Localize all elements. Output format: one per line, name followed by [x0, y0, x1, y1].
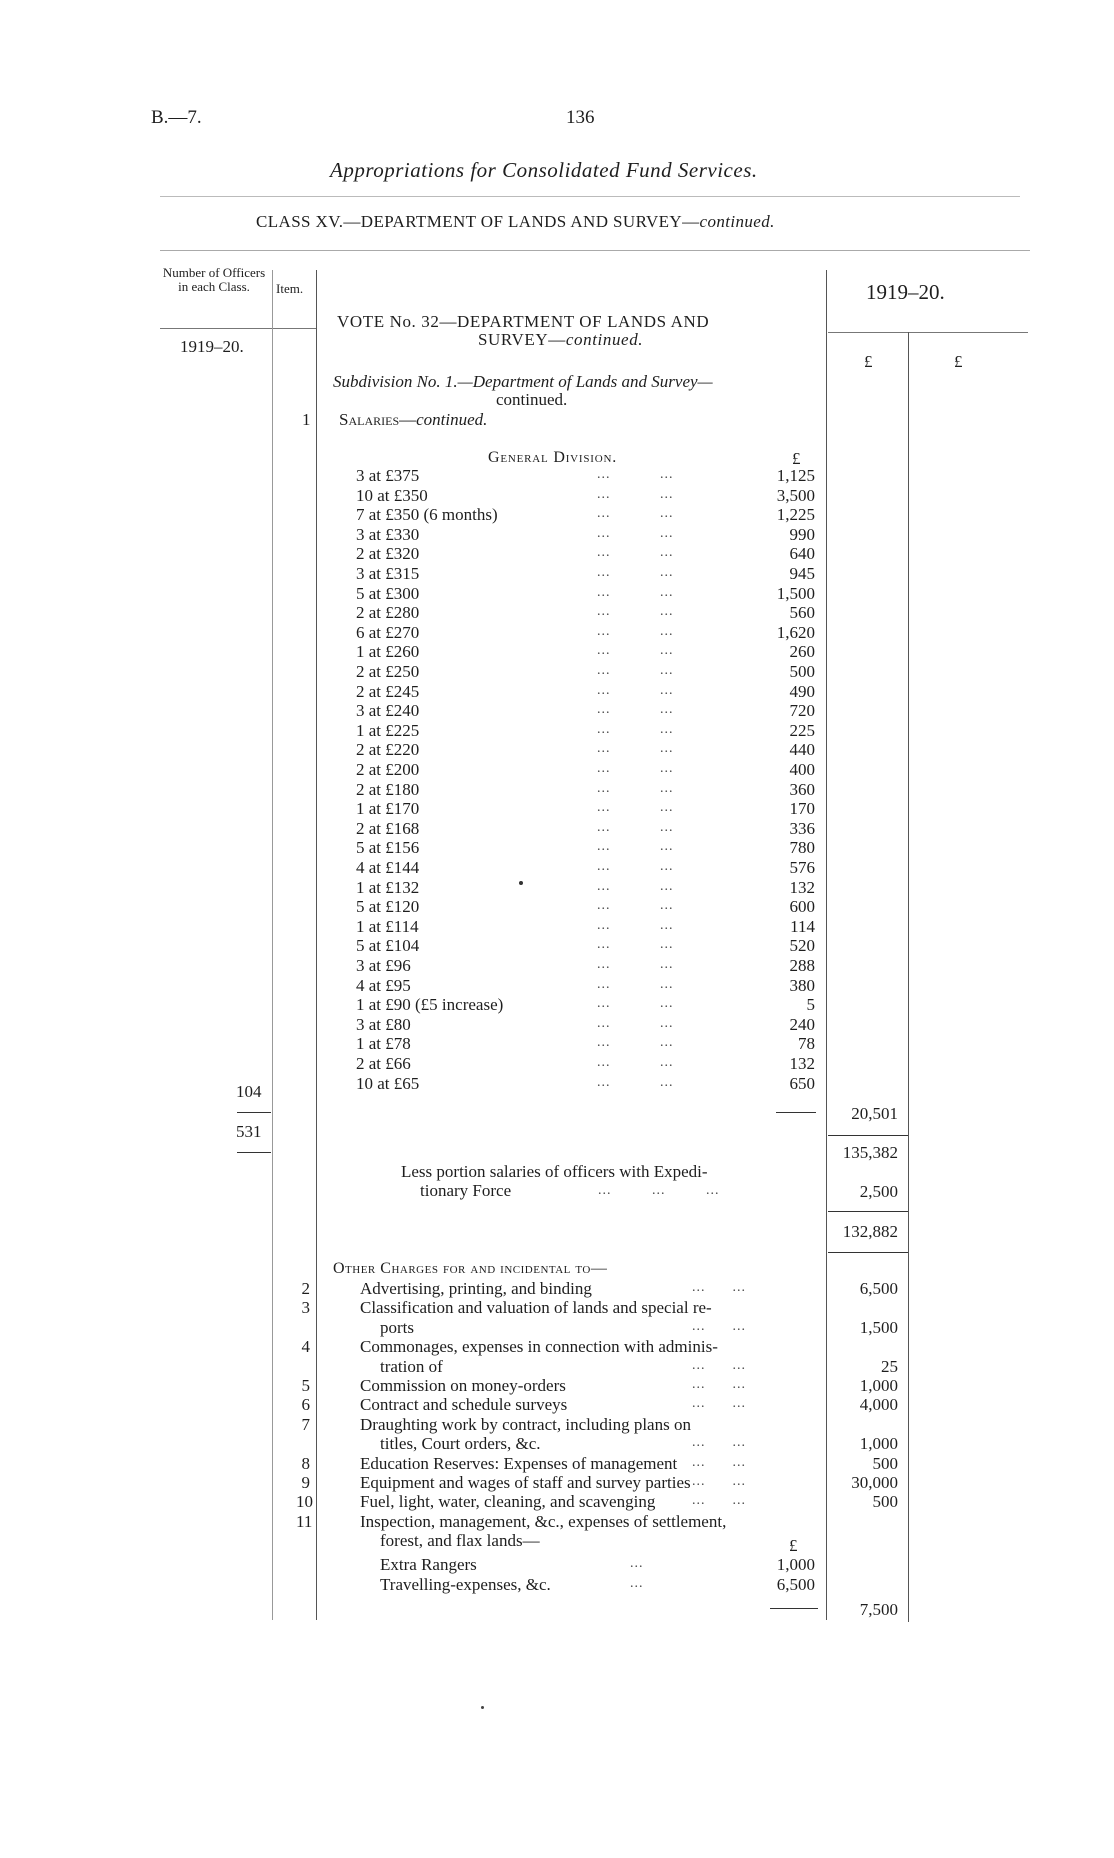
- salary-row-amount: 360: [789, 779, 815, 799]
- salary-row-amount: 600: [789, 897, 815, 917]
- salary-row-label: 5 at £104: [356, 936, 420, 956]
- salary-row-label: 3 at £240: [356, 701, 420, 721]
- salary-row-leader: ... ...: [597, 976, 674, 992]
- salary-row-amount: 170: [789, 799, 815, 819]
- other-charge-item-number: 6: [301, 1395, 310, 1415]
- salary-row-amount: 288: [789, 956, 815, 975]
- salary-row-leader: ... ...: [597, 839, 674, 855]
- salary-row-leader: ... ...: [597, 623, 674, 639]
- other-charge-item-number: 5: [301, 1376, 310, 1395]
- officers-header-rule: [160, 328, 272, 329]
- salary-row-amount: 400: [789, 760, 815, 779]
- salary-row-amount: 440: [789, 740, 815, 760]
- salary-row-label: 2 at £200: [356, 760, 420, 779]
- salary-row-amount: 560: [789, 603, 815, 623]
- other-charge-leader: ... ...: [692, 1454, 746, 1470]
- salary-row-label: 1 at £170: [356, 799, 420, 819]
- other-charge-amount: 30,000: [851, 1473, 898, 1492]
- salaries-cont: continued.: [416, 410, 488, 429]
- inspection-row-leader: ...: [630, 1575, 644, 1591]
- other-charge-label: Contract and schedule surveys: [360, 1395, 568, 1415]
- ink-speck: [519, 881, 523, 885]
- inspection-row-amount: 1,000: [776, 1555, 815, 1574]
- other-charge-leader: ... ...: [692, 1435, 746, 1451]
- other-charge-amount: 25: [881, 1356, 898, 1376]
- salary-row-amount: 1,125: [776, 466, 815, 485]
- salary-row-label: 2 at £220: [356, 740, 420, 760]
- salary-row-label: 6 at £270: [356, 622, 420, 642]
- other-charge-item-number: 8: [301, 1453, 310, 1473]
- salary-row-amount: 640: [789, 544, 815, 564]
- salary-row-amount: 520: [789, 936, 815, 956]
- vote-title-line2: [478, 330, 643, 349]
- other-charge-amount: 4,000: [859, 1395, 898, 1415]
- officers-subtotal: 104: [236, 1082, 262, 1101]
- other-charge-amount: 1,000: [859, 1376, 898, 1395]
- inspection-total: 7,500: [859, 1600, 898, 1619]
- other-charge-label: Draughting work by contract, including plans on: [360, 1414, 691, 1434]
- officers-total: 531: [236, 1122, 262, 1141]
- inspection-row-leader: ...: [630, 1556, 644, 1571]
- salary-row-amount: 990: [789, 524, 815, 544]
- item-header-rule: [272, 328, 316, 329]
- general-division-heading: General Division.: [488, 449, 618, 466]
- salary-row-leader: ... ...: [597, 878, 674, 894]
- other-charge-item-number: 10: [296, 1492, 313, 1512]
- salary-row-amount: 225: [789, 720, 815, 740]
- other-charge-leader: ... ...: [692, 1318, 746, 1334]
- salary-row-label: 2 at £168: [356, 818, 420, 838]
- other-charge-label: Classification and valuation of lands and special re-: [360, 1298, 712, 1318]
- salary-row-label: 5 at £120: [356, 897, 420, 917]
- other-charge-label: tration of: [380, 1356, 443, 1376]
- page-number: 136: [566, 107, 595, 128]
- salary-row-amount: 720: [789, 701, 815, 721]
- subtotal-rule: [828, 1135, 908, 1136]
- other-charge-item-number: 3: [301, 1298, 310, 1318]
- salary-row-leader: ... ...: [597, 604, 674, 620]
- other-charge-leader: ... ...: [692, 1493, 746, 1509]
- less-portion-leader: ... ... ...: [598, 1183, 720, 1198]
- salary-row-amount: 1,620: [776, 622, 815, 642]
- other-charges-heading: Other Charges for and incidental to—: [333, 1260, 608, 1277]
- salary-row-amount: 1,225: [776, 505, 815, 525]
- currency-symbol-b: £: [954, 352, 963, 371]
- inspection-sum-rule: [770, 1608, 818, 1609]
- salary-row-amount: 650: [789, 1073, 815, 1093]
- salaries-label: Salaries—: [339, 410, 417, 429]
- salary-row-leader: ... ...: [597, 800, 674, 816]
- item-column-header: Item.: [276, 281, 304, 296]
- salary-row-leader: ... ...: [597, 937, 674, 953]
- salary-row-leader: ... ...: [597, 467, 674, 482]
- vote-title-cont: continued.: [565, 330, 644, 349]
- salary-row-leader: ... ...: [597, 859, 674, 874]
- inspection-currency: £: [789, 1536, 798, 1555]
- salary-row-leader: ... ...: [597, 1055, 674, 1070]
- other-charge-label: Equipment and wages of staff and survey parties: [360, 1473, 691, 1492]
- salary-row-label: 2 at £245: [356, 681, 420, 701]
- salary-row-leader: ... ...: [597, 525, 674, 541]
- description-amount-divider: [826, 270, 827, 1620]
- salary-row-amount: 78: [798, 1034, 815, 1054]
- other-charge-amount: 1,500: [859, 1317, 898, 1337]
- other-charge-leader: ... ...: [692, 1357, 746, 1373]
- item-description-divider: [316, 270, 317, 1620]
- other-charge-leader: ... ...: [692, 1377, 746, 1392]
- class-heading-cont: continued.: [699, 212, 775, 231]
- less-portion-line1: Less portion salaries of officers with Expedi-: [401, 1162, 708, 1181]
- salary-row-amount: 380: [789, 975, 815, 995]
- salary-row-amount: 576: [789, 858, 815, 877]
- salaries-sum-rule: [776, 1112, 816, 1113]
- other-charge-label: forest, and flax lands—: [380, 1531, 540, 1551]
- other-charge-item-number: 4: [301, 1337, 310, 1357]
- inspection-row-label: Travelling-expenses, &c.: [380, 1574, 551, 1594]
- salaries-total: 135,382: [842, 1143, 898, 1162]
- salary-row-leader: ... ...: [597, 1035, 674, 1051]
- other-charge-leader: ... ...: [692, 1474, 746, 1489]
- salary-row-leader: ... ...: [597, 663, 674, 678]
- salary-row-amount: 3,500: [776, 485, 815, 505]
- salary-row-label: 5 at £156: [356, 838, 420, 858]
- other-charge-label: Advertising, printing, and binding: [360, 1279, 592, 1298]
- vote-title-text: SURVEY—: [478, 330, 566, 349]
- salary-row-leader: ... ...: [597, 721, 674, 737]
- salary-row-label: 2 at £180: [356, 779, 420, 799]
- other-charge-amount: 6,500: [859, 1279, 898, 1298]
- net-salaries-total: 132,882: [842, 1222, 898, 1241]
- ink-speck: [481, 1706, 484, 1709]
- page-title: Appropriations for Consolidated Fund Services.: [330, 158, 758, 182]
- officers-column-header: Number of Officers in each Class.: [162, 265, 266, 294]
- amount-columns-divider: [908, 332, 909, 1622]
- other-charge-label: Fuel, light, water, cleaning, and scavenging: [360, 1492, 656, 1512]
- salary-row-amount: 114: [790, 916, 815, 936]
- other-charge-label: titles, Court orders, &c.: [380, 1434, 541, 1454]
- salary-row-amount: 336: [789, 818, 815, 838]
- currency-symbol-a: £: [864, 352, 873, 371]
- vote-title-line1: VOTE No. 32—DEPARTMENT OF LANDS AND: [337, 312, 710, 331]
- class-heading-text: CLASS XV.—DEPARTMENT OF LANDS AND SURVEY—: [256, 212, 700, 231]
- salary-row-label: 3 at £330: [356, 524, 420, 544]
- salary-row-leader: ... ...: [597, 643, 674, 659]
- salary-row-amount: 132: [789, 877, 815, 897]
- subdivision-line1: Subdivision No. 1.—Department of Lands and Survey—: [333, 372, 713, 391]
- salary-row-label: 5 at £300: [356, 583, 420, 603]
- other-charge-leader: ... ...: [692, 1396, 746, 1412]
- less-portion-amount: 2,500: [859, 1182, 898, 1201]
- salary-row-leader: ... ...: [597, 898, 674, 914]
- salary-row-leader: ... ...: [597, 565, 674, 580]
- salary-row-amount: 945: [789, 564, 815, 583]
- estimate-year: 1919–20.: [866, 280, 945, 304]
- salary-row-label: 2 at £280: [356, 603, 420, 623]
- salary-row-amount: 780: [789, 838, 815, 858]
- salary-row-label: 1 at £225: [356, 720, 420, 740]
- salary-row-leader: ... ...: [597, 486, 674, 502]
- other-charge-label: Commission on money-orders: [360, 1376, 566, 1395]
- salary-row-leader: ... ...: [597, 506, 674, 522]
- year-header-rule: [828, 332, 1028, 333]
- other-charge-item-number: 9: [301, 1473, 310, 1492]
- other-charge-amount: 500: [872, 1492, 898, 1512]
- salary-row-leader: ... ...: [597, 819, 674, 835]
- officers-item-divider: [272, 270, 273, 1620]
- salary-row-amount: 500: [789, 662, 815, 681]
- salary-row-label: 1 at £114: [356, 916, 419, 936]
- salary-row-leader: ... ...: [597, 996, 674, 1012]
- salary-row-label: 2 at £250: [356, 662, 420, 681]
- class-heading: [256, 212, 775, 231]
- document-reference: B.—7.: [151, 107, 202, 128]
- salary-row-leader: ... ...: [597, 741, 674, 757]
- salary-row-label: 2 at £66: [356, 1054, 411, 1073]
- other-charge-label: ports: [380, 1317, 414, 1337]
- salary-row-label: 3 at £375: [356, 466, 420, 485]
- less-portion-line2: tionary Force: [420, 1181, 512, 1200]
- salary-row-leader: ... ...: [597, 545, 674, 561]
- officers-year: 1919–20.: [180, 337, 244, 356]
- other-charge-amount: 500: [872, 1453, 898, 1473]
- salaries-heading: [339, 410, 487, 429]
- other-charge-leader: ... ...: [692, 1280, 746, 1295]
- subdivision-line2: continued.: [496, 390, 568, 409]
- general-division-currency: £: [792, 449, 801, 468]
- other-charge-item-number: 11: [296, 1511, 313, 1531]
- less-portion-rule: [828, 1211, 908, 1212]
- officers-total-rule: [237, 1152, 271, 1153]
- other-charge-amount: 1,000: [859, 1434, 898, 1454]
- salary-row-label: 4 at £95: [356, 975, 411, 995]
- other-charge-label: Inspection, management, &c., expenses of settlement,: [360, 1511, 727, 1531]
- other-charge-item-number: 2: [301, 1279, 310, 1298]
- salary-row-leader: ... ...: [597, 761, 674, 776]
- title-rule: [160, 196, 1020, 197]
- inspection-row-label: Extra Rangers: [380, 1555, 477, 1574]
- salary-row-amount: 240: [789, 1014, 815, 1034]
- salary-row-label: 3 at £315: [356, 564, 420, 583]
- salary-row-leader: ... ...: [597, 957, 674, 972]
- salary-row-amount: 490: [789, 681, 815, 701]
- other-charge-label: Education Reserves: Expenses of management: [360, 1453, 678, 1473]
- salary-row-amount: 132: [789, 1054, 815, 1073]
- salary-row-leader: ... ...: [597, 584, 674, 600]
- salary-row-leader: ... ...: [597, 1074, 674, 1090]
- salary-row-label: 1 at £260: [356, 642, 420, 662]
- other-charge-item-number: 7: [301, 1414, 310, 1434]
- salary-row-label: 1 at £132: [356, 877, 420, 897]
- salary-row-label: 3 at £96: [356, 956, 411, 975]
- salary-row-amount: 260: [789, 642, 815, 662]
- salary-row-amount: 5: [806, 995, 815, 1015]
- salary-row-label: 1 at £90 (£5 increase): [356, 995, 504, 1015]
- salary-row-amount: 1,500: [776, 583, 815, 603]
- other-charge-label: Commonages, expenses in connection with adminis-: [360, 1337, 718, 1357]
- inspection-row-amount: 6,500: [776, 1574, 815, 1594]
- salaries-item-number: 1: [302, 410, 311, 429]
- salary-row-label: 10 at £65: [356, 1073, 420, 1093]
- salary-row-label: 10 at £350: [356, 485, 428, 505]
- net-total-rule: [828, 1252, 908, 1253]
- salary-row-label: 2 at £320: [356, 544, 420, 564]
- salary-row-label: 3 at £80: [356, 1014, 411, 1034]
- salary-row-leader: ... ...: [597, 702, 674, 718]
- table-top-rule: [160, 250, 1030, 251]
- salaries-subtotal: 20,501: [851, 1104, 898, 1123]
- salary-row-label: 4 at £144: [356, 858, 420, 877]
- salary-row-label: 7 at £350 (6 months): [356, 505, 498, 525]
- salary-row-leader: ... ...: [597, 682, 674, 698]
- salary-row-label: 1 at £78: [356, 1034, 411, 1054]
- salary-row-leader: ... ...: [597, 780, 674, 796]
- officers-subtotal-rule: [237, 1112, 271, 1113]
- salary-row-leader: ... ...: [597, 1015, 674, 1031]
- salary-row-leader: ... ...: [597, 917, 674, 933]
